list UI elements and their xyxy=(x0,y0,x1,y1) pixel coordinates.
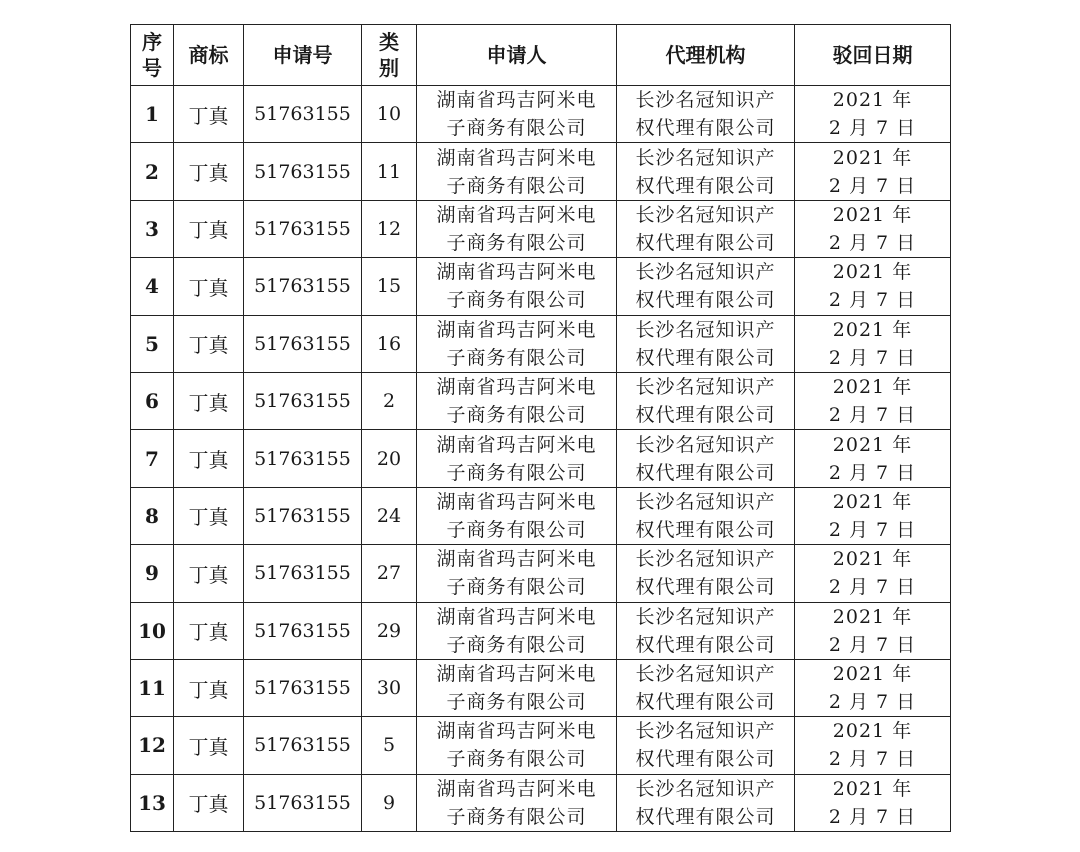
row-applicant xyxy=(417,315,617,372)
date-line-1: 2021 年 xyxy=(832,146,913,169)
applicant-line-2: 子商务有限公司 xyxy=(446,748,587,771)
agency-line-1: 长沙名冠知识产 xyxy=(635,376,776,399)
row-reject-date xyxy=(795,717,951,774)
applicant-line-2: 子商务有限公司 xyxy=(446,805,587,828)
row-index: 1 xyxy=(131,86,174,143)
agency-line-1: 长沙名冠知识产 xyxy=(635,663,776,686)
agency-line-1: 长沙名冠知识产 xyxy=(635,777,776,800)
row-index: 5 xyxy=(131,315,174,372)
date-line-2: 2 月 7 日 xyxy=(828,805,917,828)
row-class: 24 xyxy=(362,487,417,544)
row-index: 10 xyxy=(131,602,174,659)
agency-line-2: 权代理有限公司 xyxy=(635,576,776,599)
applicant-line-1: 湖南省玛吉阿米电 xyxy=(436,433,597,456)
agency-line-2: 权代理有限公司 xyxy=(635,346,776,369)
table-row xyxy=(131,717,951,774)
row-reject-date xyxy=(795,774,951,831)
row-app-no: 51763155 xyxy=(244,86,362,143)
agency-line-1: 长沙名冠知识产 xyxy=(635,203,776,226)
row-applicant xyxy=(417,659,617,716)
row-applicant xyxy=(417,200,617,257)
date-line-2: 2 月 7 日 xyxy=(828,404,917,427)
table-header xyxy=(131,25,951,86)
row-reject-date xyxy=(795,659,951,716)
applicant-line-2: 子商务有限公司 xyxy=(446,633,587,656)
row-index: 4 xyxy=(131,258,174,315)
row-class: 10 xyxy=(362,86,417,143)
row-class: 29 xyxy=(362,602,417,659)
table-row xyxy=(131,659,951,716)
applicant-line-1: 湖南省玛吉阿米电 xyxy=(436,318,597,341)
row-index: 6 xyxy=(131,372,174,429)
row-app-no: 51763155 xyxy=(244,200,362,257)
row-agency xyxy=(617,315,795,372)
date-line-2: 2 月 7 日 xyxy=(828,461,917,484)
date-line-1: 2021 年 xyxy=(832,376,913,399)
row-app-no: 51763155 xyxy=(244,143,362,200)
row-trademark: 丁真 xyxy=(174,545,244,602)
rejection-table xyxy=(130,24,951,832)
applicant-line-1: 湖南省玛吉阿米电 xyxy=(436,89,597,112)
agency-line-2: 权代理有限公司 xyxy=(635,805,776,828)
row-applicant xyxy=(417,487,617,544)
date-line-1: 2021 年 xyxy=(832,203,913,226)
agency-line-1: 长沙名冠知识产 xyxy=(635,548,776,571)
agency-line-2: 权代理有限公司 xyxy=(635,518,776,541)
row-applicant xyxy=(417,86,617,143)
date-line-1: 2021 年 xyxy=(832,89,913,112)
row-reject-date xyxy=(795,143,951,200)
date-line-1: 2021 年 xyxy=(832,605,913,628)
applicant-line-2: 子商务有限公司 xyxy=(446,117,587,140)
table-row xyxy=(131,774,951,831)
applicant-line-1: 湖南省玛吉阿米电 xyxy=(436,548,597,571)
row-trademark: 丁真 xyxy=(174,659,244,716)
row-agency xyxy=(617,659,795,716)
row-app-no: 51763155 xyxy=(244,315,362,372)
applicant-line-2: 子商务有限公司 xyxy=(446,518,587,541)
row-trademark: 丁真 xyxy=(174,717,244,774)
row-app-no: 51763155 xyxy=(244,430,362,487)
date-line-2: 2 月 7 日 xyxy=(828,346,917,369)
table-row xyxy=(131,602,951,659)
row-applicant xyxy=(417,143,617,200)
row-applicant xyxy=(417,545,617,602)
table-row xyxy=(131,430,951,487)
date-line-1: 2021 年 xyxy=(832,548,913,571)
date-line-1: 2021 年 xyxy=(832,318,913,341)
row-agency xyxy=(617,86,795,143)
row-class: 30 xyxy=(362,659,417,716)
row-reject-date xyxy=(795,430,951,487)
date-line-2: 2 月 7 日 xyxy=(828,576,917,599)
row-reject-date xyxy=(795,86,951,143)
agency-line-2: 权代理有限公司 xyxy=(635,691,776,714)
row-trademark: 丁真 xyxy=(174,200,244,257)
row-index: 9 xyxy=(131,545,174,602)
applicant-line-1: 湖南省玛吉阿米电 xyxy=(436,146,597,169)
row-agency xyxy=(617,774,795,831)
applicant-line-1: 湖南省玛吉阿米电 xyxy=(436,720,597,743)
row-class: 12 xyxy=(362,200,417,257)
row-trademark: 丁真 xyxy=(174,774,244,831)
row-class: 5 xyxy=(362,717,417,774)
date-line-2: 2 月 7 日 xyxy=(828,117,917,140)
row-class: 2 xyxy=(362,372,417,429)
applicant-line-1: 湖南省玛吉阿米电 xyxy=(436,777,597,800)
row-index: 12 xyxy=(131,717,174,774)
row-class: 15 xyxy=(362,258,417,315)
agency-line-2: 权代理有限公司 xyxy=(635,748,776,771)
applicant-line-1: 湖南省玛吉阿米电 xyxy=(436,261,597,284)
date-line-1: 2021 年 xyxy=(832,720,913,743)
date-line-2: 2 月 7 日 xyxy=(828,174,917,197)
row-trademark: 丁真 xyxy=(174,430,244,487)
agency-line-1: 长沙名冠知识产 xyxy=(635,490,776,513)
row-class: 9 xyxy=(362,774,417,831)
row-reject-date xyxy=(795,315,951,372)
row-trademark: 丁真 xyxy=(174,602,244,659)
agency-line-1: 长沙名冠知识产 xyxy=(635,89,776,112)
applicant-line-2: 子商务有限公司 xyxy=(446,404,587,427)
row-app-no: 51763155 xyxy=(244,602,362,659)
agency-line-2: 权代理有限公司 xyxy=(635,633,776,656)
header-app-no: 申请号 xyxy=(244,25,362,86)
applicant-line-2: 子商务有限公司 xyxy=(446,576,587,599)
applicant-line-1: 湖南省玛吉阿米电 xyxy=(436,663,597,686)
row-reject-date xyxy=(795,258,951,315)
row-applicant xyxy=(417,774,617,831)
table-body xyxy=(131,86,951,832)
agency-line-2: 权代理有限公司 xyxy=(635,461,776,484)
row-app-no: 51763155 xyxy=(244,372,362,429)
applicant-line-2: 子商务有限公司 xyxy=(446,174,587,197)
row-index: 7 xyxy=(131,430,174,487)
agency-line-2: 权代理有限公司 xyxy=(635,174,776,197)
header-agency: 代理机构 xyxy=(617,25,795,86)
row-app-no: 51763155 xyxy=(244,774,362,831)
row-reject-date xyxy=(795,545,951,602)
date-line-1: 2021 年 xyxy=(832,490,913,513)
row-trademark: 丁真 xyxy=(174,86,244,143)
row-app-no: 51763155 xyxy=(244,659,362,716)
row-index: 2 xyxy=(131,143,174,200)
row-class: 20 xyxy=(362,430,417,487)
date-line-1: 2021 年 xyxy=(832,663,913,686)
row-app-no: 51763155 xyxy=(244,487,362,544)
date-line-2: 2 月 7 日 xyxy=(828,231,917,254)
agency-line-2: 权代理有限公司 xyxy=(635,231,776,254)
row-reject-date xyxy=(795,372,951,429)
row-reject-date xyxy=(795,200,951,257)
row-app-no: 51763155 xyxy=(244,258,362,315)
applicant-line-1: 湖南省玛吉阿米电 xyxy=(436,490,597,513)
row-agency xyxy=(617,487,795,544)
table-row xyxy=(131,487,951,544)
table-row xyxy=(131,258,951,315)
row-trademark: 丁真 xyxy=(174,143,244,200)
date-line-1: 2021 年 xyxy=(832,777,913,800)
row-class: 11 xyxy=(362,143,417,200)
header-row xyxy=(131,25,951,86)
date-line-2: 2 月 7 日 xyxy=(828,748,917,771)
applicant-line-1: 湖南省玛吉阿米电 xyxy=(436,605,597,628)
row-agency xyxy=(617,143,795,200)
table-row xyxy=(131,200,951,257)
table-row xyxy=(131,143,951,200)
applicant-line-2: 子商务有限公司 xyxy=(446,461,587,484)
agency-line-1: 长沙名冠知识产 xyxy=(635,318,776,341)
row-agency xyxy=(617,430,795,487)
row-agency xyxy=(617,372,795,429)
row-index: 13 xyxy=(131,774,174,831)
agency-line-1: 长沙名冠知识产 xyxy=(635,146,776,169)
applicant-line-2: 子商务有限公司 xyxy=(446,346,587,369)
row-reject-date xyxy=(795,602,951,659)
table-row xyxy=(131,545,951,602)
agency-line-1: 长沙名冠知识产 xyxy=(635,720,776,743)
agency-line-1: 长沙名冠知识产 xyxy=(635,433,776,456)
row-index: 3 xyxy=(131,200,174,257)
header-index: 序号 xyxy=(131,25,174,86)
row-agency xyxy=(617,545,795,602)
applicant-line-1: 湖南省玛吉阿米电 xyxy=(436,203,597,226)
header-applicant: 申请人 xyxy=(417,25,617,86)
row-app-no: 51763155 xyxy=(244,545,362,602)
applicant-line-2: 子商务有限公司 xyxy=(446,231,587,254)
table-row xyxy=(131,372,951,429)
row-reject-date xyxy=(795,487,951,544)
row-index: 11 xyxy=(131,659,174,716)
row-agency xyxy=(617,717,795,774)
agency-line-2: 权代理有限公司 xyxy=(635,404,776,427)
agency-line-2: 权代理有限公司 xyxy=(635,289,776,312)
row-applicant xyxy=(417,430,617,487)
date-line-2: 2 月 7 日 xyxy=(828,691,917,714)
header-trademark: 商标 xyxy=(174,25,244,86)
applicant-line-2: 子商务有限公司 xyxy=(446,289,587,312)
header-reject-date: 驳回日期 xyxy=(795,25,951,86)
agency-line-1: 长沙名冠知识产 xyxy=(635,605,776,628)
row-applicant xyxy=(417,602,617,659)
row-agency xyxy=(617,258,795,315)
table-row xyxy=(131,315,951,372)
row-applicant xyxy=(417,717,617,774)
row-index: 8 xyxy=(131,487,174,544)
row-agency xyxy=(617,200,795,257)
date-line-1: 2021 年 xyxy=(832,261,913,284)
row-trademark: 丁真 xyxy=(174,487,244,544)
row-class: 27 xyxy=(362,545,417,602)
table-row xyxy=(131,86,951,143)
row-agency xyxy=(617,602,795,659)
agency-line-2: 权代理有限公司 xyxy=(635,117,776,140)
date-line-1: 2021 年 xyxy=(832,433,913,456)
applicant-line-2: 子商务有限公司 xyxy=(446,691,587,714)
date-line-2: 2 月 7 日 xyxy=(828,289,917,312)
row-trademark: 丁真 xyxy=(174,315,244,372)
agency-line-1: 长沙名冠知识产 xyxy=(635,261,776,284)
row-applicant xyxy=(417,372,617,429)
row-class: 16 xyxy=(362,315,417,372)
header-class: 类别 xyxy=(362,25,417,86)
row-trademark: 丁真 xyxy=(174,372,244,429)
row-trademark: 丁真 xyxy=(174,258,244,315)
date-line-2: 2 月 7 日 xyxy=(828,518,917,541)
applicant-line-1: 湖南省玛吉阿米电 xyxy=(436,376,597,399)
row-applicant xyxy=(417,258,617,315)
row-app-no: 51763155 xyxy=(244,717,362,774)
date-line-2: 2 月 7 日 xyxy=(828,633,917,656)
